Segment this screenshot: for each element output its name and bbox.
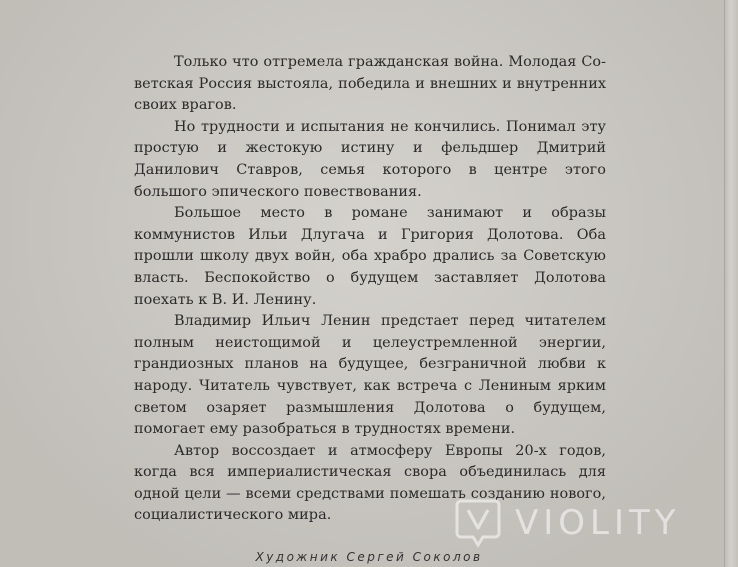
- violity-logo-icon: [455, 497, 501, 549]
- paragraph-5: Автор воссоздает и атмосферу Европы 20-х годов, когда вся империалистическая свора объединилась для одной цели — всеми средствами помешать созданию нового, социалистического мира.: [134, 442, 606, 524]
- paragraph-2: Но трудности и испытания не кончились. Понимал эту простую и жестокую истину и фельдшер Дмитрий Данилович Ставров, семья которого в центре этого большого эпического повествования.: [134, 118, 606, 200]
- paragraph-4: Владимир Ильич Ленин предстает перед читателем полным неистощимой и целеустремленной энергии, грандиозных планов на будущее, безграничной любви к народу. Читатель чувствует, как встреча с Лениным ярким светом озаряет размышления Долотова о будущем, помогает ему разобраться в трудностях времени.: [134, 313, 606, 438]
- page-fold: [724, 0, 738, 567]
- annotation-text: [134, 52, 606, 527]
- watermark-text: VIOLITY: [515, 503, 681, 543]
- illustrator-credit: Художник Сергей Соколов: [255, 550, 483, 564]
- paragraph-1: Только что отгремела гражданская война. Молодая Советская Россия выстояла, победила и внешних и внутренних своих врагов.: [134, 54, 606, 114]
- watermark: [455, 493, 681, 553]
- paragraph-3: Большое место в романе занимают и образы коммунистов Ильи Длугача и Григория Долотова. Оба прошли школу двух войн, оба храбро дрались за Советскую власть. Беспокойство о будущем заставляет Долотова поехать к В. И. Ленину.: [134, 205, 606, 308]
